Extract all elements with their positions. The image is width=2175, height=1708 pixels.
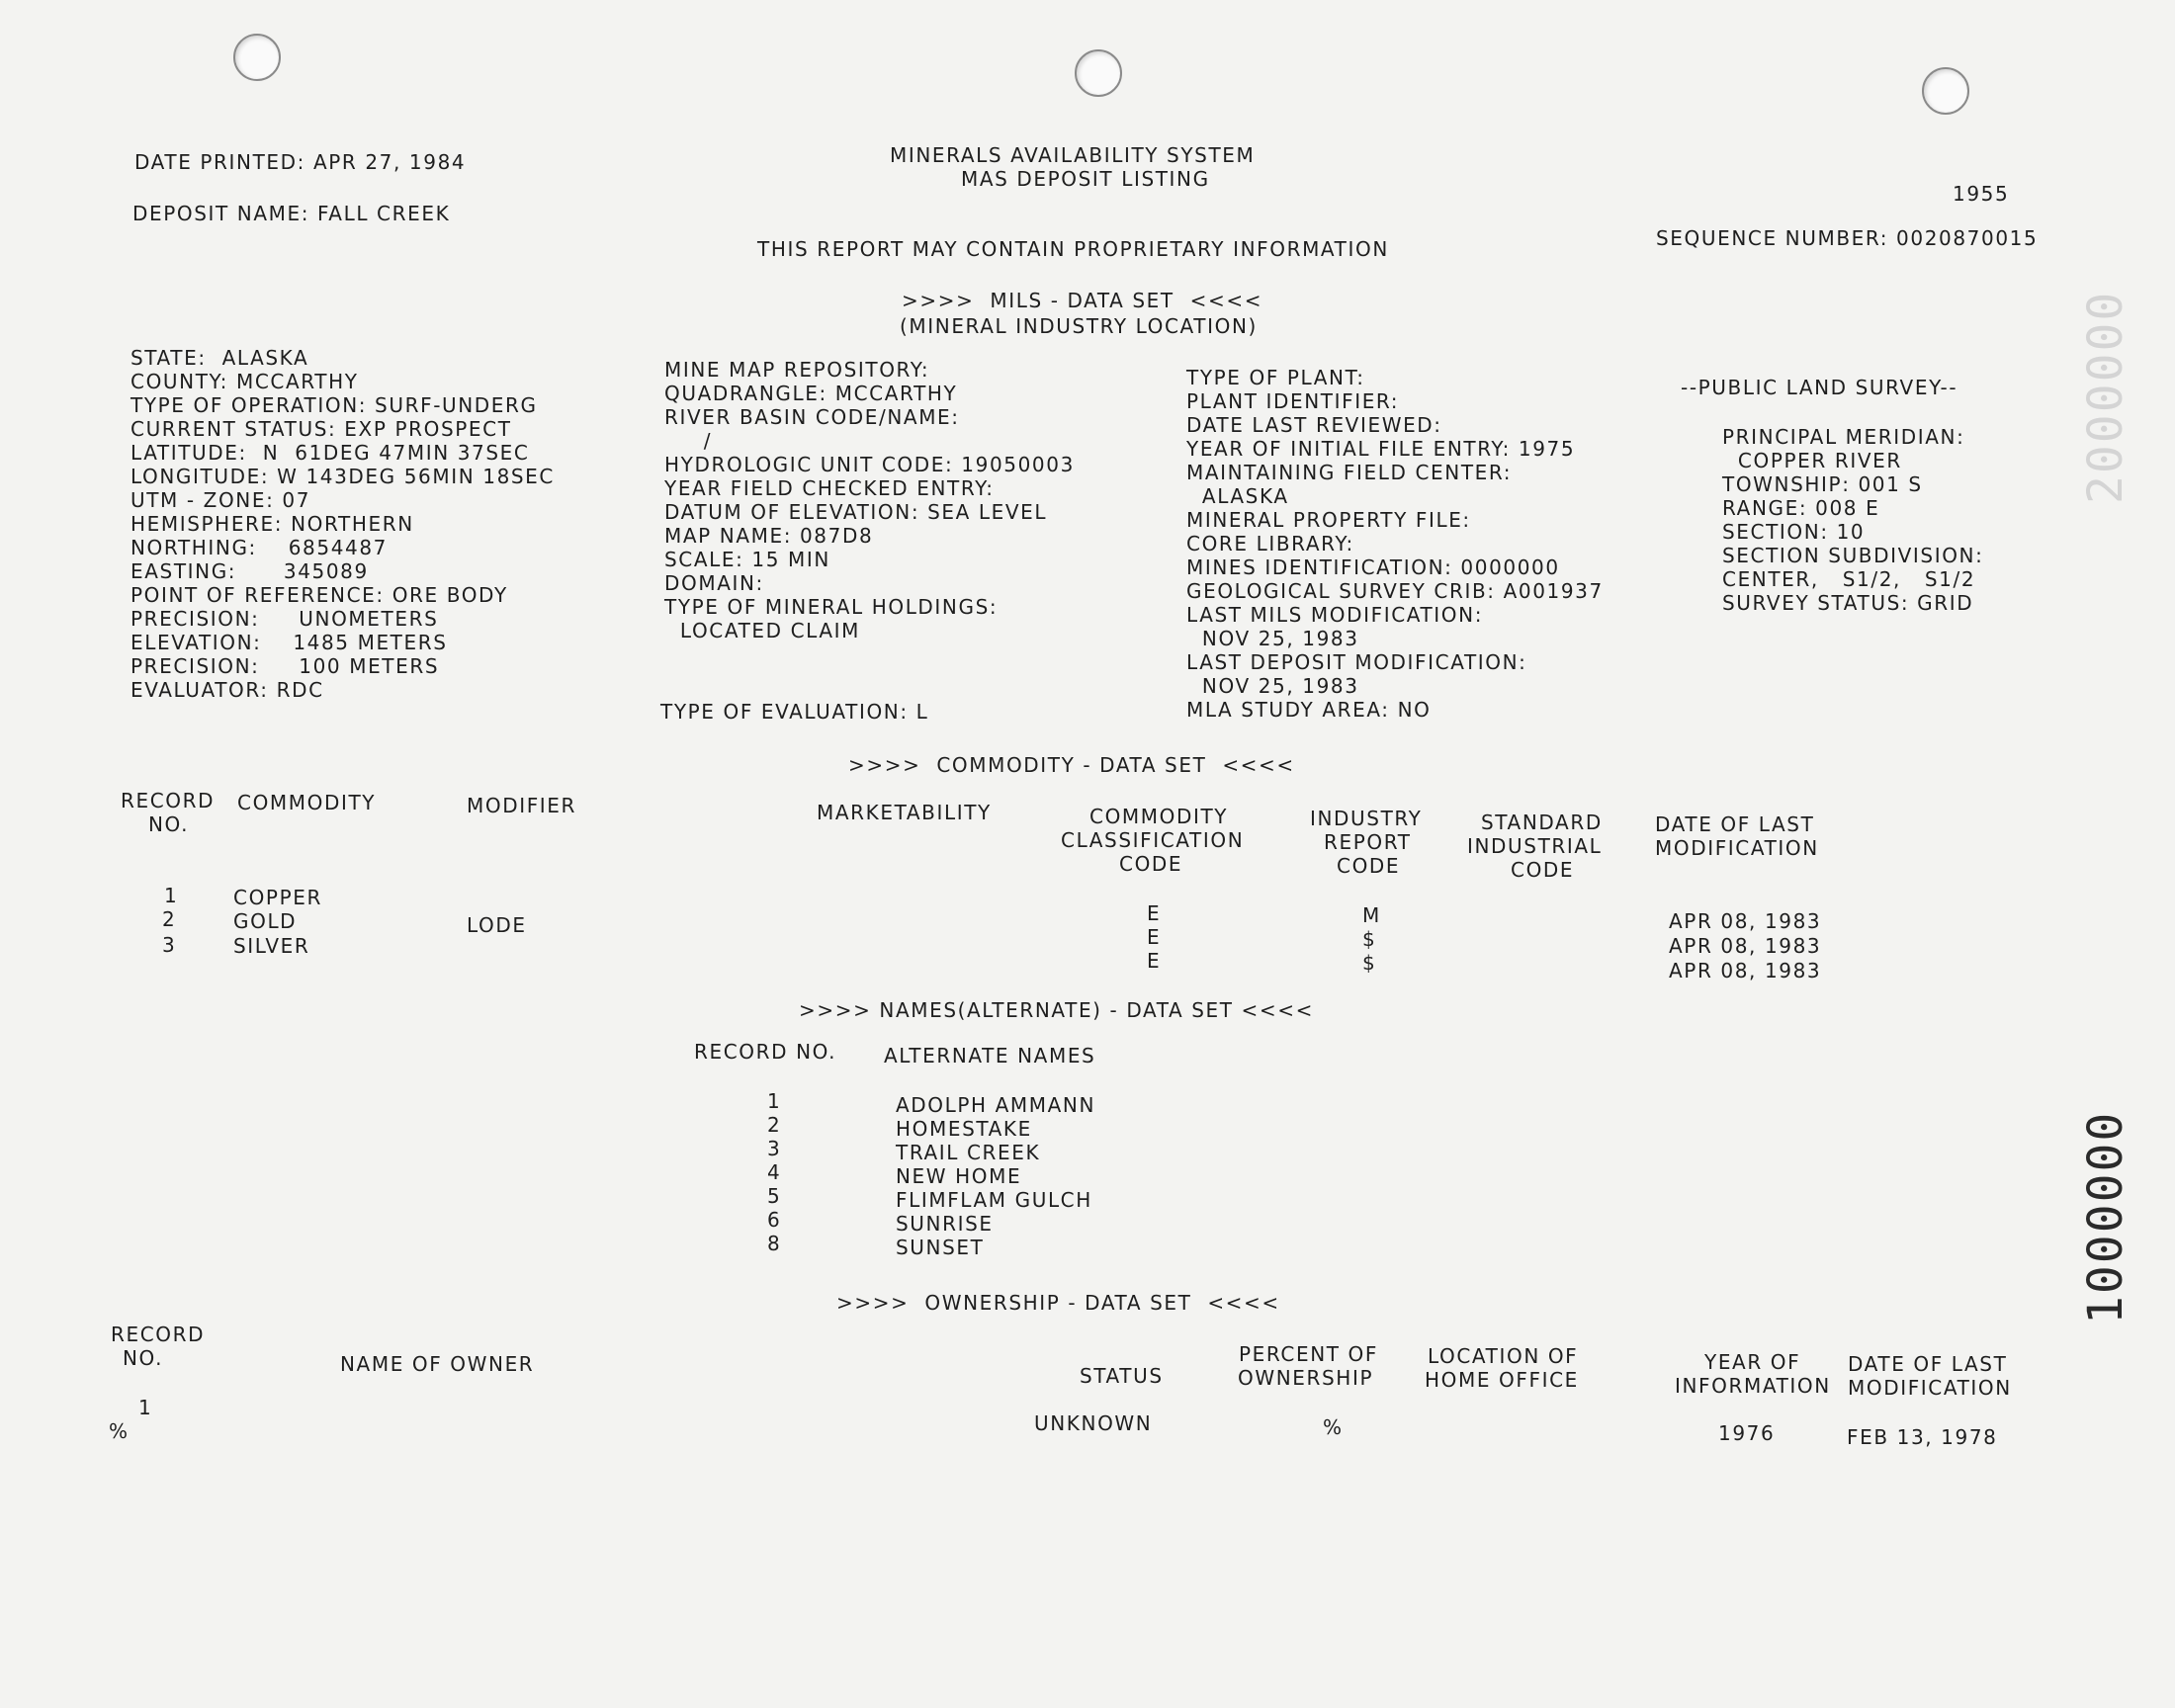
- margin-stamp-lower: 1000000: [2078, 1110, 2133, 1324]
- commodity-header-modifier: MODIFIER: [467, 794, 577, 817]
- commodity-row-date: APR 08, 1983: [1669, 909, 1822, 933]
- ownership-row-percent: %: [1323, 1415, 1344, 1439]
- listing-title: MAS DEPOSIT LISTING: [961, 167, 1210, 191]
- mils-field: HEMISPHERE: NORTHERN: [130, 512, 414, 536]
- mils-field: HYDROLOGIC UNIT CODE: 19050003: [664, 453, 1075, 476]
- survey-field: CENTER, S1/2, S1/2: [1722, 567, 1976, 591]
- survey-field: SURVEY STATUS: GRID: [1722, 591, 1974, 615]
- mils-field: TYPE OF MINERAL HOLDINGS:: [664, 595, 999, 619]
- ownership-header-no: NO.: [123, 1346, 164, 1370]
- commodity-row-modifier: LODE: [467, 913, 527, 937]
- mils-field: STATE: ALASKA: [130, 346, 309, 370]
- names-row-name: SUNRISE: [896, 1212, 994, 1236]
- mils-subheading: (MINERAL INDUSTRY LOCATION): [900, 314, 1258, 338]
- names-row-no: 3: [767, 1137, 782, 1160]
- commodity-row-class: E: [1147, 925, 1162, 949]
- commodity-row-name: COPPER: [233, 886, 322, 909]
- mils-field: TYPE OF PLANT:: [1186, 366, 1365, 389]
- ownership-header-year: YEAR OF: [1704, 1350, 1801, 1374]
- sequence-number: SEQUENCE NUMBER: 0020870015: [1656, 226, 2039, 250]
- commodity-header-classification: CLASSIFICATION: [1061, 828, 1245, 852]
- mils-field: LONGITUDE: W 143DEG 56MIN 18SEC: [130, 465, 555, 488]
- mils-field: POINT OF REFERENCE: ORE BODY: [130, 583, 508, 607]
- mils-field: CORE LIBRARY:: [1186, 532, 1354, 555]
- commodity-header-date: DATE OF LAST: [1655, 812, 1815, 836]
- commodity-row-date: APR 08, 1983: [1669, 934, 1822, 958]
- mils-field: DOMAIN:: [664, 571, 764, 595]
- mils-field: RIVER BASIN CODE/NAME:: [664, 405, 960, 429]
- commodity-header-no: NO.: [148, 812, 190, 836]
- mils-field: MINES IDENTIFICATION: 0000000: [1186, 555, 1560, 579]
- survey-field: RANGE: 008 E: [1722, 496, 1880, 520]
- mils-field: MINERAL PROPERTY FILE:: [1186, 508, 1471, 532]
- mils-field: NORTHING: 6854487: [130, 536, 388, 559]
- mils-field: MLA STUDY AREA: NO: [1186, 698, 1432, 722]
- mils-field: MAP NAME: 087D8: [664, 524, 874, 548]
- commodity-header-classification: CODE: [1119, 852, 1183, 876]
- public-land-survey-heading: --PUBLIC LAND SURVEY--: [1681, 376, 1958, 399]
- ownership-row-date: FEB 13, 1978: [1847, 1425, 1998, 1449]
- mils-field: CURRENT STATUS: EXP PROSPECT: [130, 417, 512, 441]
- ownership-header-year: INFORMATION: [1675, 1374, 1831, 1398]
- ownership-row-mark: %: [109, 1419, 130, 1443]
- ownership-header-location: LOCATION OF: [1428, 1344, 1579, 1368]
- punch-hole-left: [233, 34, 281, 81]
- ownership-header-location: HOME OFFICE: [1425, 1368, 1579, 1392]
- names-row-no: 5: [767, 1184, 782, 1208]
- punch-hole-right: [1922, 67, 1969, 115]
- survey-field: PRINCIPAL MERIDIAN:: [1722, 425, 1965, 449]
- mils-field: GEOLOGICAL SURVEY CRIB: A001937: [1186, 579, 1604, 603]
- punch-hole-center: [1075, 49, 1122, 97]
- commodity-row-name: SILVER: [233, 934, 310, 958]
- commodity-header-classification: COMMODITY: [1089, 805, 1229, 828]
- commodity-row-date: APR 08, 1983: [1669, 959, 1822, 982]
- ownership-header-date: MODIFICATION: [1848, 1376, 2012, 1400]
- mils-field: COUNTY: MCCARTHY: [130, 370, 359, 393]
- mils-field: DATE LAST REVIEWED:: [1186, 413, 1442, 437]
- deposit-name: DEPOSIT NAME: FALL CREEK: [132, 202, 451, 225]
- mils-field: /: [664, 429, 713, 453]
- names-row-name: NEW HOME: [896, 1164, 1022, 1188]
- commodity-header-standard: CODE: [1511, 858, 1575, 882]
- commodity-header-standard: STANDARD: [1481, 811, 1603, 834]
- survey-field: TOWNSHIP: 001 S: [1722, 472, 1923, 496]
- mils-field: MAINTAINING FIELD CENTER:: [1186, 461, 1513, 484]
- ownership-header-status: STATUS: [1080, 1364, 1164, 1388]
- names-heading: >>>> NAMES(ALTERNATE) - DATA SET <<<<: [799, 998, 1314, 1022]
- ownership-header-record: RECORD: [111, 1323, 206, 1346]
- ownership-header-date: DATE OF LAST: [1848, 1352, 2008, 1376]
- mils-field: LATITUDE: N 61DEG 47MIN 37SEC: [130, 441, 530, 465]
- ownership-header-name: NAME OF OWNER: [340, 1352, 535, 1376]
- commodity-row-industry: $: [1362, 927, 1377, 951]
- commodity-header-record: RECORD: [121, 789, 216, 812]
- survey-field: COPPER RIVER: [1722, 449, 1902, 472]
- mils-field: QUADRANGLE: MCCARTHY: [664, 382, 958, 405]
- mils-field: NOV 25, 1983: [1186, 674, 1359, 698]
- mils-field: SCALE: 15 MIN: [664, 548, 830, 571]
- names-row-name: FLIMFLAM GULCH: [896, 1188, 1092, 1212]
- commodity-row-no: 1: [164, 884, 179, 907]
- mils-field: PRECISION: UNOMETERS: [130, 607, 439, 631]
- ownership-row-year: 1976: [1718, 1421, 1776, 1445]
- mils-field: MINE MAP REPOSITORY:: [664, 358, 930, 382]
- ownership-header-percent: OWNERSHIP: [1238, 1366, 1374, 1390]
- names-header-names: ALTERNATE NAMES: [884, 1044, 1096, 1068]
- names-row-name: TRAIL CREEK: [896, 1141, 1041, 1164]
- commodity-header-marketability: MARKETABILITY: [817, 801, 992, 824]
- mils-field: ELEVATION: 1485 METERS: [130, 631, 448, 654]
- mils-map-column: [664, 358, 1075, 642]
- commodity-row-class: E: [1147, 949, 1162, 973]
- names-row-name: SUNSET: [896, 1236, 985, 1259]
- names-header-record: RECORD NO.: [694, 1040, 837, 1064]
- ownership-row-no: 1: [138, 1396, 153, 1419]
- names-row-name: HOMESTAKE: [896, 1117, 1032, 1141]
- system-title: MINERALS AVAILABILITY SYSTEM: [890, 143, 1256, 167]
- survey-field: SECTION SUBDIVISION:: [1722, 544, 1984, 567]
- date-printed: DATE PRINTED: APR 27, 1984: [134, 150, 467, 174]
- names-row-no: 8: [767, 1232, 782, 1255]
- commodity-header-industry: CODE: [1337, 854, 1401, 878]
- commodity-heading: >>>> COMMODITY - DATA SET <<<<: [848, 753, 1295, 777]
- mils-field: LAST DEPOSIT MODIFICATION:: [1186, 650, 1527, 674]
- mils-field: YEAR OF INITIAL FILE ENTRY: 1975: [1186, 437, 1576, 461]
- proprietary-notice: THIS REPORT MAY CONTAIN PROPRIETARY INFORMATION: [757, 237, 1389, 261]
- names-row-name: ADOLPH AMMANN: [896, 1093, 1096, 1117]
- mils-field: TYPE OF OPERATION: SURF-UNDERG: [130, 393, 538, 417]
- mils-field: EVALUATOR: RDC: [130, 678, 324, 702]
- page-number: 1955: [1953, 182, 2010, 206]
- names-row-no: 4: [767, 1160, 782, 1184]
- mils-plant-column: [1186, 366, 1604, 722]
- mils-field: PRECISION: 100 METERS: [130, 654, 440, 678]
- commodity-header-standard: INDUSTRIAL: [1467, 834, 1603, 858]
- survey-field: SECTION: 10: [1722, 520, 1866, 544]
- commodity-row-no: 3: [162, 933, 177, 957]
- commodity-row-class: E: [1147, 901, 1162, 925]
- ownership-heading: >>>> OWNERSHIP - DATA SET <<<<: [836, 1291, 1280, 1315]
- public-land-survey-column: [1722, 425, 1983, 615]
- mils-field: LOCATED CLAIM: [664, 619, 860, 642]
- mils-field: EASTING: 345089: [130, 559, 369, 583]
- names-row-no: 1: [767, 1089, 782, 1113]
- mils-heading: >>>> MILS - DATA SET <<<<: [902, 289, 1263, 312]
- commodity-row-no: 2: [162, 907, 177, 931]
- commodity-header-date: MODIFICATION: [1655, 836, 1819, 860]
- mils-field: ALASKA: [1186, 484, 1289, 508]
- commodity-row-name: GOLD: [233, 909, 298, 933]
- mils-field: DATUM OF ELEVATION: SEA LEVEL: [664, 500, 1048, 524]
- ownership-header-percent: PERCENT OF: [1239, 1342, 1378, 1366]
- commodity-row-industry: M: [1362, 903, 1381, 927]
- margin-stamp-upper: 2000000: [2078, 290, 2133, 504]
- mils-field: PLANT IDENTIFIER:: [1186, 389, 1400, 413]
- mils-field: YEAR FIELD CHECKED ENTRY:: [664, 476, 995, 500]
- mils-location-column: [130, 346, 555, 702]
- commodity-header-industry: INDUSTRY: [1310, 807, 1423, 830]
- ownership-row-status: UNKNOWN: [1034, 1411, 1153, 1435]
- commodity-header-industry: REPORT: [1324, 830, 1412, 854]
- type-of-evaluation: TYPE OF EVALUATION: L: [660, 700, 929, 724]
- commodity-row-industry: $: [1362, 951, 1377, 975]
- mils-field: LAST MILS MODIFICATION:: [1186, 603, 1484, 627]
- names-row-no: 2: [767, 1113, 782, 1137]
- mils-field: NOV 25, 1983: [1186, 627, 1359, 650]
- names-row-no: 6: [767, 1208, 782, 1232]
- mils-field: UTM - ZONE: 07: [130, 488, 311, 512]
- commodity-header-commodity: COMMODITY: [237, 791, 377, 814]
